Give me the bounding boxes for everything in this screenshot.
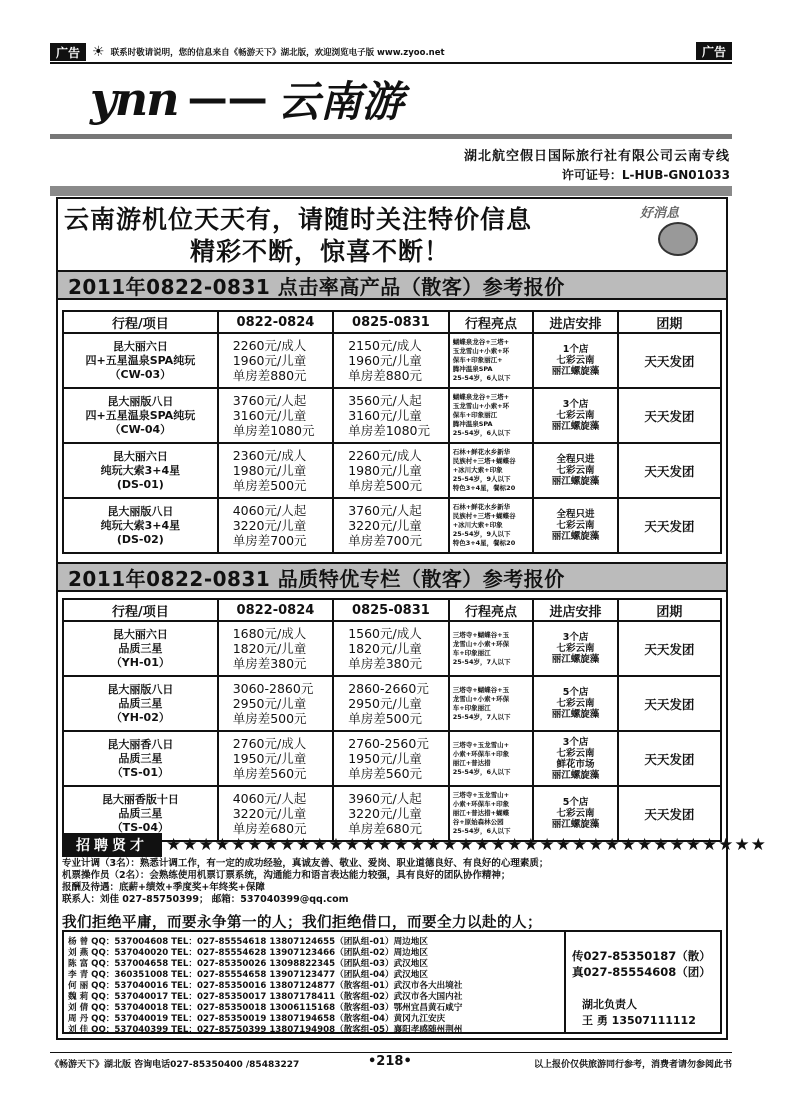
p1-cell	[218, 786, 334, 841]
recruit-title: 招聘贤才	[62, 833, 162, 857]
shop-line: 5个店	[562, 797, 589, 808]
group-date-cell: 天天发团	[618, 443, 721, 498]
column-header: 进店安排	[533, 311, 618, 333]
p2-line: 1560元/成人	[348, 626, 422, 641]
shop-cell	[533, 786, 618, 841]
manager-contact: 王 勇 13507111112	[582, 1014, 696, 1027]
p1-line: 4060元/人起	[232, 791, 307, 806]
table-row	[63, 388, 721, 443]
hl-line: 蝴蝶泉龙谷+三塔+	[452, 338, 510, 346]
route-line: 纯玩大索3+4星	[100, 463, 181, 477]
p2-line: 2150元/成人	[348, 338, 422, 353]
p2-line: 2860-2660元	[348, 681, 429, 696]
hl-line: 石林+鲜花水乡新华	[452, 503, 511, 511]
recruit-stars: ★★★★★★★★★★★★★★★★★★★★★★★★★★★★★★★★★★★★★	[166, 835, 767, 855]
contact-row: 刘 倩 QQ：537040018 TEL：027-85350018 13006115168（散客组-03）鄂州宜昌黄石咸宁	[68, 1003, 463, 1013]
shop-line: 丽江螺旋藻	[551, 476, 600, 487]
shop-line: 全程只进	[556, 454, 595, 465]
route-line: (DS-02)	[116, 532, 164, 546]
p2-line: 单房差500元	[348, 711, 423, 726]
p2-line: 单房差680元	[348, 821, 423, 836]
shop-line: 七彩云南	[556, 747, 595, 759]
fax-line: 传027-85350187（散）	[572, 949, 711, 963]
p1-line: 2760元/成人	[232, 736, 307, 751]
column-header: 0822-0824	[218, 599, 334, 621]
shop-line: 七彩云南	[556, 355, 595, 366]
hl-line: +冰川大索+印象	[452, 466, 503, 474]
ad-tag-right: 广告	[696, 42, 732, 60]
p1-line: 3220元/儿童	[232, 806, 307, 821]
route-cell	[63, 498, 218, 553]
shop-line: 5个店	[562, 687, 589, 698]
p1-line: 3220元/儿童	[232, 518, 307, 533]
recruit-line: 机票操作员（2名）：会熟练使用机票订票系统，沟通能力和语言表达能力较强，具有良好的团队协作精神；	[62, 870, 511, 881]
p1-cell	[218, 621, 334, 676]
table-row	[63, 676, 721, 731]
table-row	[63, 498, 721, 553]
shop-line: 丽江螺旋藻	[551, 769, 600, 781]
shop-line: 鲜花市场	[556, 758, 595, 770]
hl-line: 25-54岁，6人以下	[452, 429, 511, 437]
group-date-cell: 天天发团	[618, 786, 721, 841]
route-line: （TS-01）	[111, 765, 169, 779]
p1-line: 单房差880元	[232, 368, 307, 383]
p1-cell	[218, 443, 334, 498]
shop-line: 七彩云南	[556, 808, 595, 819]
route-cell	[63, 333, 218, 388]
manager-title: 湖北负责人	[582, 998, 637, 1011]
contact-row: 魏 莉 QQ：537040017 TEL：027-85350017 13807178411（散客组-02）武汉市各大国内社	[68, 992, 463, 1002]
p1-line: 单房差680元	[232, 821, 307, 836]
price-table-2	[62, 598, 722, 842]
p1-line: 单房差700元	[232, 533, 307, 548]
route-line: (DS-01)	[116, 477, 164, 491]
good-news-text: 好消息	[640, 206, 680, 221]
route-line: 昆大丽六日	[112, 339, 168, 353]
gray-rule	[50, 134, 732, 139]
fax-line: 真027-85554608（团）	[572, 965, 711, 979]
p2-line: 单房差700元	[348, 533, 423, 548]
hl-cell	[449, 621, 534, 676]
hl-cell	[449, 786, 534, 841]
recruit-line: 报酬及待遇：底薪+绩效+季度奖+年终奖+保障	[62, 882, 265, 893]
ad-tag-left: 广告	[50, 43, 86, 61]
contact-row: 何 丽 QQ：537040016 TEL：027-85350016 13807124877（散客组-01）武汉市各大出境社	[68, 981, 463, 991]
p2-cell	[333, 786, 449, 841]
logo-chinese: 云南游	[277, 77, 404, 126]
route-cell	[63, 388, 218, 443]
page-number: •218•	[368, 1054, 412, 1069]
hl-line: 25-54岁，9人以下	[452, 530, 511, 538]
mascot-icon	[658, 222, 698, 256]
hl-line: 谷+原始森林公园	[452, 818, 504, 826]
column-header: 行程/项目	[63, 311, 218, 333]
shop-cell	[533, 731, 618, 786]
contact-row: 杨 曾 QQ：537004608 TEL：027-85554618 13807124655（团队组-01）周边地区	[68, 937, 428, 947]
column-header: 0822-0824	[218, 311, 334, 333]
shop-line: 丽江螺旋藻	[551, 366, 600, 377]
p2-cell	[333, 388, 449, 443]
table-header-row	[63, 599, 721, 621]
p2-line: 1950元/儿童	[348, 751, 422, 766]
route-cell	[63, 443, 218, 498]
p1-line: 3160元/儿童	[232, 408, 307, 423]
p1-line: 单房差500元	[232, 711, 307, 726]
shop-cell	[533, 443, 618, 498]
group-date-cell: 天天发团	[618, 676, 721, 731]
p2-line: 3960元/人起	[348, 791, 422, 806]
group-date-cell: 天天发团	[618, 731, 721, 786]
p1-line: 单房差380元	[232, 656, 307, 671]
section-band-2: 2011年0822-0831 品质特优专栏（散客）参考报价	[58, 562, 726, 592]
recruit-line: 专业计调（3名）：熟悉计调工作，有一定的成功经验，真诚友善、敬业、爱岗、职业道德良好、有良好的心理素质；	[62, 858, 549, 869]
gray-band	[50, 186, 732, 196]
p1-line: 4060元/人起	[232, 503, 307, 518]
top-notice: 联系时敬请说明，您的信息来自《畅游天下》湖北版，欢迎浏览电子版 www.zyoo.net	[110, 48, 445, 58]
shop-line: 丽江螺旋藻	[551, 709, 600, 720]
column-header: 行程/项目	[63, 599, 218, 621]
shop-line: 七彩云南	[556, 520, 595, 531]
hl-line: 车+印象丽江	[452, 703, 491, 712]
group-date-cell: 天天发团	[618, 498, 721, 553]
contact-row: 刘 佳 QQ：537040399 TEL：027-85750399 13807194908（散客组-05）襄阳孝感随州荆州	[68, 1025, 463, 1035]
p2-line: 2260元/成人	[348, 448, 422, 463]
column-header: 进店安排	[533, 599, 618, 621]
hl-line: 25-54岁，9人以下	[452, 475, 511, 483]
route-line: 纯玩大索3+4星	[100, 518, 181, 532]
table-row	[63, 731, 721, 786]
shop-line: 丽江螺旋藻	[551, 421, 600, 432]
hl-line: +冰川大索+印象	[452, 521, 503, 529]
hl-line: 三塔寺+玉龙雪山+	[452, 791, 510, 799]
hl-cell	[449, 498, 534, 553]
p2-line: 3220元/儿童	[348, 806, 422, 821]
hl-line: 石林+鲜花水乡新华	[452, 448, 511, 456]
shop-line: 3个店	[562, 736, 589, 748]
p2-cell	[333, 676, 449, 731]
column-header: 行程亮点	[449, 599, 534, 621]
route-line: （CW-04）	[109, 422, 172, 436]
p1-cell	[218, 498, 334, 553]
column-header: 团期	[618, 599, 721, 621]
p2-line: 单房差1080元	[348, 423, 430, 438]
shop-line: 丽江螺旋藻	[551, 654, 600, 665]
p2-cell	[333, 443, 449, 498]
p1-line: 单房差500元	[232, 478, 307, 493]
footer-rule	[50, 1052, 732, 1053]
route-cell	[63, 731, 218, 786]
headline-2: 精彩不断，惊喜不断！	[190, 237, 451, 266]
group-date-cell: 天天发团	[618, 388, 721, 443]
route-line: 四+五星温泉SPA纯玩	[85, 353, 196, 367]
table-row	[63, 333, 721, 388]
p1-line: 单房差560元	[232, 766, 307, 781]
logo-script: ynn	[90, 72, 178, 126]
p1-cell	[218, 333, 334, 388]
hl-cell	[449, 731, 534, 786]
top-rule	[50, 62, 732, 64]
p2-line: 单房差880元	[348, 368, 423, 383]
shop-line: 七彩云南	[556, 465, 595, 476]
route-line: 昆大丽版八日	[107, 504, 174, 518]
shop-cell	[533, 498, 618, 553]
p2-line: 单房差560元	[348, 766, 423, 781]
route-line: 品质三星	[118, 641, 163, 655]
shop-line: 七彩云南	[556, 698, 595, 709]
p2-line: 2760-2560元	[348, 736, 429, 751]
slogan: 我们拒绝平庸，而要永争第一的人；我们拒绝借口，而要全力以赴的人；	[62, 915, 542, 931]
route-line: 品质三星	[118, 696, 163, 710]
route-line: （YH-01）	[110, 655, 170, 669]
footer-left: 《畅游天下》湖北版 咨询电话027-85350400 /85483227	[50, 1060, 300, 1070]
p2-line: 3160元/儿童	[348, 408, 422, 423]
column-header: 团期	[618, 311, 721, 333]
p2-line: 单房差380元	[348, 656, 423, 671]
shop-line: 3个店	[562, 632, 589, 643]
contacts-box	[62, 930, 722, 1034]
logo	[50, 66, 732, 132]
hl-line: 25-54岁，6人以下	[452, 767, 511, 776]
hl-line: 三塔寺+玉龙雪山+	[452, 740, 510, 749]
p1-line: 1820元/儿童	[232, 641, 307, 656]
contact-row: 刘 燕 QQ：537040020 TEL：027-85554628 13907123466（团队组-02）周边地区	[68, 948, 428, 958]
shop-line: 丽江螺旋藻	[551, 819, 600, 830]
p2-line: 3760元/人起	[348, 503, 422, 518]
hl-line: 小索+环保车+印象	[452, 800, 510, 808]
route-line: （CW-03）	[109, 367, 172, 381]
shop-cell	[533, 621, 618, 676]
p1-line: 3760元/人起	[232, 393, 307, 408]
hl-line: 特色3+4星，餐标20	[452, 539, 516, 547]
p1-line: 单房差1080元	[232, 423, 315, 438]
shop-line: 3个店	[562, 399, 589, 410]
top-bar	[50, 42, 732, 62]
route-line: 四+五星温泉SPA纯玩	[85, 408, 196, 422]
column-header: 行程亮点	[449, 311, 534, 333]
recruit-contact: 联系人：刘佳 027-85750399； 邮箱：537040399@qq.com	[62, 894, 349, 905]
p1-line: 1950元/儿童	[232, 751, 307, 766]
logo-dash: ——	[187, 76, 268, 122]
p2-line: 1820元/儿童	[348, 641, 422, 656]
hl-line: 民族村+三塔+蝴蝶谷	[452, 512, 516, 520]
hl-cell	[449, 676, 534, 731]
hl-line: 丽江+普达措+蝴蝶	[452, 809, 510, 817]
footer	[50, 1054, 732, 1070]
hl-cell	[449, 333, 534, 388]
table-row	[63, 443, 721, 498]
shop-cell	[533, 333, 618, 388]
hl-line: 保车+印象丽江	[452, 411, 498, 419]
license-number: 许可证号：L-HUB-GN01033	[561, 168, 730, 182]
route-line: 昆大丽香版十日	[101, 792, 179, 806]
shop-cell	[533, 388, 618, 443]
shop-line: 七彩云南	[556, 643, 595, 654]
route-cell	[63, 621, 218, 676]
hl-line: 龙雪山+小索+环保	[452, 639, 510, 648]
hl-line: 三塔寺+蝴蝶谷+玉	[452, 685, 510, 694]
price-table-1	[62, 310, 722, 554]
shop-line: 丽江螺旋藻	[551, 531, 600, 542]
p2-line: 3560元/人起	[348, 393, 422, 408]
table-header-row	[63, 311, 721, 333]
route-line: 品质三星	[118, 806, 163, 820]
sun-icon: ☀	[92, 44, 105, 60]
route-line: （YH-02）	[110, 710, 170, 724]
section-band-1: 2011年0822-0831 点击率高产品（散客）参考报价	[58, 270, 726, 300]
good-news-badge	[640, 202, 710, 262]
p2-cell	[333, 498, 449, 553]
column-header: 0825-0831	[333, 599, 449, 621]
group-date-cell: 天天发团	[618, 621, 721, 676]
route-line: 品质三星	[118, 751, 163, 765]
hl-cell	[449, 443, 534, 498]
hl-line: 腾冲温泉SPA	[452, 420, 493, 428]
shop-line: 全程只进	[556, 509, 595, 520]
route-line: （TS-04）	[111, 820, 169, 834]
hl-line: 小索+环保车+印象	[452, 749, 510, 758]
hl-line: 特色3+4星，餐标20	[452, 484, 516, 492]
footer-right: 以上报价仅供旅游同行参考，消费者请勿参阅此书	[533, 1060, 732, 1070]
shop-line: 1个店	[562, 344, 589, 355]
hl-line: 玉龙雪山+小索+环	[452, 402, 510, 410]
hl-line: 25-54岁，7人以下	[452, 712, 511, 721]
contact-row: 周 丹 QQ：537040019 TEL：027-85350019 13807194658（散客组-04）黄冈九江安庆	[68, 1014, 446, 1024]
hl-line: 25-54岁，6人以下	[452, 827, 511, 835]
p2-line: 单房差500元	[348, 478, 423, 493]
hl-line: 三塔寺+蝴蝶谷+玉	[452, 630, 510, 639]
p2-cell	[333, 333, 449, 388]
hl-cell	[449, 388, 534, 443]
headline-1: 云南游机位天天有，请随时关注特价信息	[64, 205, 533, 234]
contact-row: 陈 富 QQ：537004658 TEL：027-85350026 13098822345（团队组-03）武汉地区	[68, 959, 428, 969]
p2-cell	[333, 731, 449, 786]
hl-line: 民族村+三塔+蝴蝶谷	[452, 457, 516, 465]
contact-row: 李 青 QQ：360351008 TEL：027-85554658 13907123477（团队组-04）武汉地区	[68, 970, 428, 980]
shop-cell	[533, 676, 618, 731]
p2-cell	[333, 621, 449, 676]
hl-line: 龙雪山+小索+环保	[452, 694, 510, 703]
hl-line: 车+印象丽江	[452, 648, 491, 657]
route-cell	[63, 676, 218, 731]
p1-line: 3060-2860元	[232, 681, 314, 696]
p2-line: 1960元/儿童	[348, 353, 422, 368]
table-row	[63, 621, 721, 676]
p2-line: 1980元/儿童	[348, 463, 422, 478]
company-name: 湖北航空假日国际旅行社有限公司云南专线	[463, 149, 730, 164]
p1-line: 2360元/成人	[232, 448, 307, 463]
p1-cell	[218, 388, 334, 443]
shop-line: 七彩云南	[556, 410, 595, 421]
p2-line: 3220元/儿童	[348, 518, 422, 533]
route-line: 昆大丽版八日	[107, 394, 174, 408]
route-line: 昆大丽香八日	[107, 737, 174, 751]
group-date-cell: 天天发团	[618, 333, 721, 388]
p2-line: 2950元/儿童	[348, 696, 422, 711]
hl-line: 腾冲温泉SPA	[452, 365, 493, 373]
route-line: 昆大丽版八日	[107, 682, 174, 696]
hl-line: 保车+印象丽江+	[452, 356, 503, 364]
route-line: 昆大丽六日	[112, 627, 168, 641]
p1-line: 2950元/儿童	[232, 696, 307, 711]
hl-line: 丽江+普达措	[452, 758, 491, 767]
p1-line: 2260元/成人	[232, 338, 307, 353]
hl-line: 蝴蝶泉龙谷+三塔+	[452, 393, 510, 401]
p1-cell	[218, 731, 334, 786]
column-header: 0825-0831	[333, 311, 449, 333]
route-line: 昆大丽六日	[112, 449, 168, 463]
recruit-header	[62, 834, 767, 856]
p1-line: 1960元/儿童	[232, 353, 307, 368]
hl-line: 25-54岁，7人以下	[452, 657, 511, 666]
p1-line: 1980元/儿童	[232, 463, 307, 478]
p1-cell	[218, 676, 334, 731]
p1-line: 1680元/成人	[232, 626, 307, 641]
hl-line: 玉龙雪山+小索+环	[452, 347, 510, 355]
hl-line: 25-54岁，6人以下	[452, 374, 511, 382]
